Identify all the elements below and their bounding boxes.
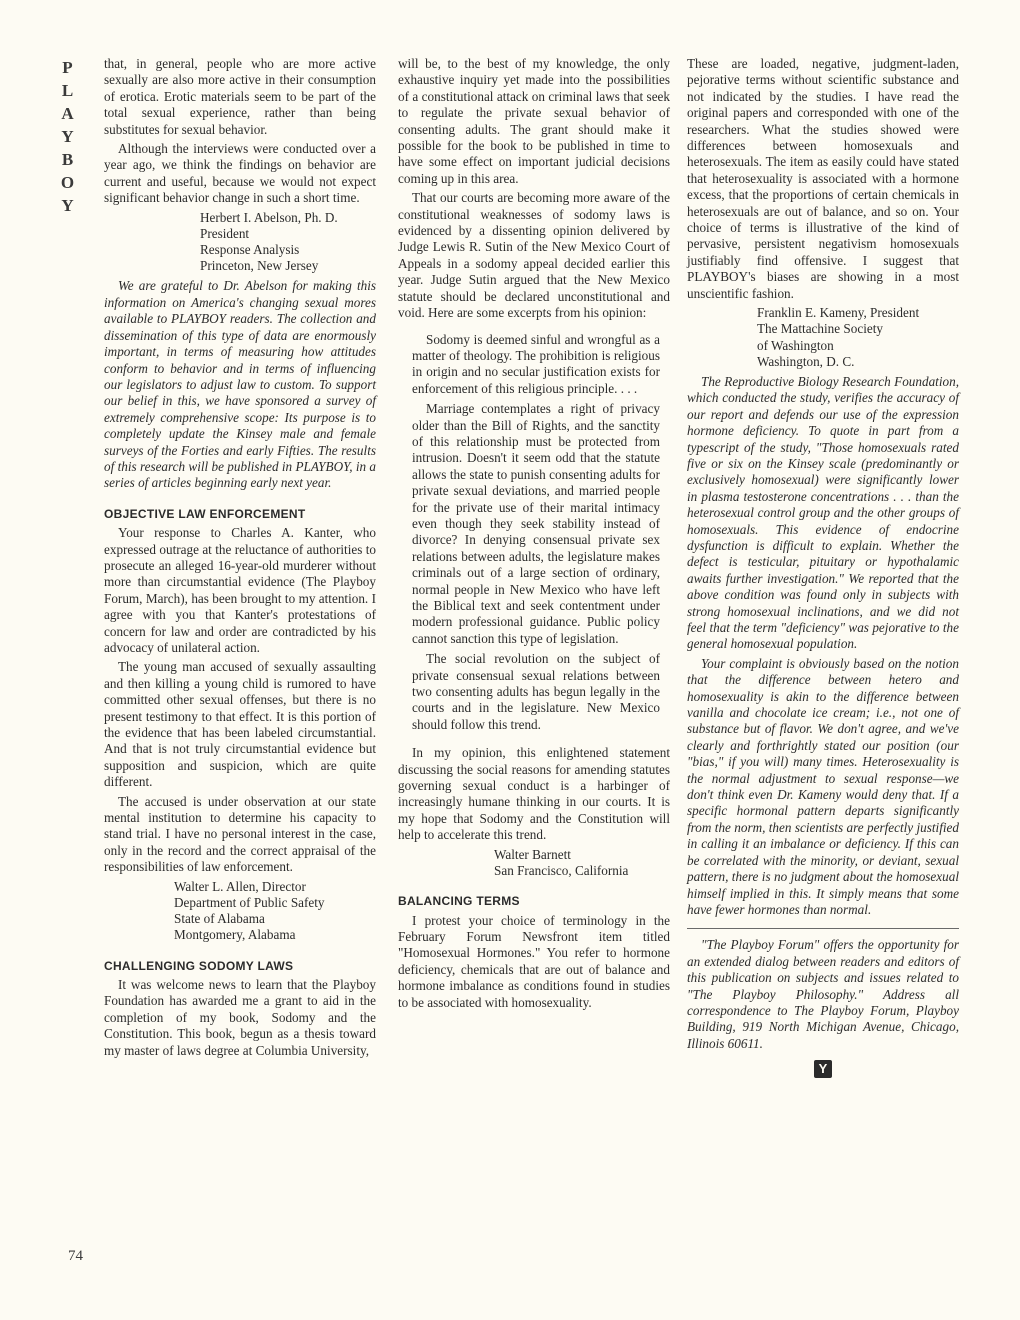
brand-letter: A [61,104,75,123]
signature-line: Response Analysis [200,242,300,258]
signature-line: Montgomery, Alabama [174,927,296,943]
paragraph: Although the interviews were conducted over a year ago, we think the findings on behavior are current and useful, because we would not expect significant behavior change in such a short time. [104,141,376,206]
editor-reply: Your complaint is obviously based on the notion that the difference between hetero and homosexuality is akin to the difference between vanilla and chocolate ice cream; i.e., not one of substance but of flavor. We don't agree, and we've clearly and forthrightly stated our position (our "bias," if you will) many times. Heterosexuality is the normal adjustment to sexual response—we don't think even Dr. Kameny would deny that. If a specific hormonal pattern departs significantly from the norm, then scientists are perfectly justified in calling it an imbalance or deficiency. If this can be correlated with the minority, or deviant, sexual pattern, there is no judgment about the homosexual himself implied in this. It simply means that some have fewer hormones than normal. [687,655,959,917]
signature-line: Department of Public Safety [174,894,325,910]
column-3 [687,56,959,1078]
paragraph: It was welcome news to learn that the Playboy Foundation has awarded me a grant to aid in the completion of my book, Sodomy and the Constitution. This book, begun as a thesis toward my master of laws degree at Columbia University, [104,976,376,1058]
quote-paragraph: The social revolution on the subject of private consensual sexual relations between two consenting adults has begun legally in the courts and in the legislature. New Mexico should follow this trend. [412,651,660,732]
paragraph: In my opinion, this enlightened statement discussing the social reasons for amending statutes governing sexual conduct is a harbinger of increasingly humane thinking in our courts. It is my hope that Sodomy and the Constitution will help to accelerate this trend. [398,745,670,843]
signature-line: Walter L. Allen, Director [174,878,306,894]
editor-reply: The Reproductive Biology Research Foundation, which conducted the study, verifies the accuracy of our report and defends our use of the expression hormone deficiency. To quote in part from a typescript of the study, "Those homosexuals rated five or six on the Kinsey scale (predominantly or exclusively homosexual) were significantly lower in plasma testosterone concentrations . . . than the heterosexual control group and the other groups of homosexuals. This evidence of endocrine dysfunction is difficult to explain. Whether the defect is testicular, pituitary or hypothalamic awaits further investigation." We reported that the above condition was found only in subjects with strong homosexual inclinations, and we did not feel that the term "deficiency" was pejorative to the general homosexual population. [687,373,959,652]
quote-paragraph: Sodomy is deemed sinful and wrongful as a matter of theology. The prohibition is religious in origin and no secular justification exists for enforcement of this religious principle. . . . [412,331,660,396]
signature-line: Walter Barnett [494,846,571,862]
signature-line: President [200,225,250,241]
signature-line: of Washington [757,337,834,353]
signature-line: Princeton, New Jersey [200,258,319,274]
signature-block [687,305,959,370]
signature-line: Washington, D. C. [757,353,855,369]
brand-letter: L [61,81,75,100]
section-heading: CHALLENGING SODOMY LAWS [104,958,294,973]
forum-note [687,937,959,1052]
column-2 [398,56,670,1014]
end-mark-icon: Y [814,1060,832,1078]
brand-letter: B [61,150,75,169]
signature-block [104,879,376,944]
signature-line: Franklin E. Kameny, President [757,305,920,321]
paragraph: Your response to Charles A. Kanter, who expressed outrage at the reluctance of authorities to prosecute an alleged 16-year-old murderer without more than circumstantial evidence (The Playboy Forum, March), has been brought to my attention. I agree with you that Kanter's protestations of concern for law and order are contradicted by his advocacy of unilateral action. [104,525,376,655]
signature-line: The Mattachine Society [757,321,883,337]
magazine-brand [56,56,80,217]
block-quote [412,332,660,734]
page-number: 74 [68,1248,83,1264]
paragraph: That our courts are becoming more aware of the constitutional weaknesses of sodomy laws is evidenced by a dissenting opinion delivered by Judge Lewis R. Sutin of the New Mexico Court of Appeals in a sodomy appeal decided earlier this year. Judge Sutin argued that the New Mexico statute should be declared unconstitutional and void. Here are some excerpts from his opinion: [398,190,670,321]
brand-letter: Y [61,196,75,215]
forum-note-text: "The Playboy Forum" offers the opportunity for an extended dialog between readers and editors of this publication on subjects and issues related to "The Playboy Philosophy." Address all correspondence to The Playboy Forum, Playboy Building, 919 North Michigan Avenue, Chicago, Illinois 60611. [687,937,959,1051]
signature-line: State of Alabama [174,911,265,927]
divider [687,928,959,929]
brand-letter: O [60,173,76,192]
signature-line: San Francisco, California [494,862,629,878]
paragraph: The accused is under observation at our state mental institution to determine his capacity to stand trial. I have no personal interest in the case, only in the record and the correct appraisal of the responsibilities of law enforcement. [104,793,376,875]
section-heading: BALANCING TERMS [398,894,520,909]
section-heading: OBJECTIVE LAW ENFORCEMENT [104,506,306,521]
brand-letter: Y [61,127,75,146]
paragraph: The young man accused of sexually assaulting and then killing a young child is rumored to have committed other sexual offenses, but there is no present testimony to that effect. It is this portion of the evidence that has been labeled circumstantial. And that is not truly circumstantial evidence but supposition and suspicion, which are quite different. [104,659,376,790]
signature-block [104,210,376,275]
column-1 [104,56,376,1062]
quote-paragraph: Marriage contemplates a right of privacy older than the Bill of Rights, and the sanctity of this relationship must be protected from intrusion. Doesn't it seem odd that the statute allows the state to punish consenting adults for private sexual deviations, and married people for the private use of their marital intimacy even though they seek stability instead of divorce? In denying consensual private sex relations between adults, the legislature makes criminals out of a large section of ordinary, normal people in New Mexico who have left the Biblical text and seek contentment under modern professional guidance. Public policy cannot sanction this type of legislation. [412,401,660,646]
signature-block [398,847,670,879]
paragraph: that, in general, people who are more active sexually are also more active in their consumption of erotica. Erotic materials seem to be part of the total sexual experience, rather than being substitutes for sexual behavior. [104,56,376,137]
paragraph: These are loaded, negative, judgment-laden, pejorative terms without scientific substance and not indicated by the studies. I have read the original papers and corresponded with one of the researchers. What the studies showed were differences between homosexuals and heterosexuals. The item as easily could have stated that heterosexuality is associated with a hormone excess, that the proportions of certain chemicals in heterosexuals are out of balance, and so on. Your choice of terms is illustrative of the kind of pervasive, persistent negativism homosexuals justifiably find offensive. I suggest that PLAYBOY's biases are showing in a most unscientific fashion. [687,56,959,301]
paragraph: will be, to the best of my knowledge, the only exhaustive inquiry yet made into the possibilities of a constitutional attack on criminal laws that seek to regulate the private sexual behavior of consenting adults. The grant should make it possible for the book to be published in time to have some effect on important judicial decisions coming up in this area. [398,56,670,186]
brand-letter: P [62,58,74,77]
paragraph: I protest your choice of terminology in the February Forum Newsfront item titled "Homosexual Hormones." You refer to hormone deficiency, chemicals that are out of balance and hormone imbalance as conditions found in studies to be associated with homosexuality. [398,912,670,1010]
editor-reply: We are grateful to Dr. Abelson for making this information on America's changing sexual mores available to PLAYBOY readers. The collection and dissemination of this type of data are enormously important, in terms of measuring how attitudes conform to behavior and in terms of influencing our legislators to adjust law to custom. To support our belief in this, we have sponsored a survey of extremely comprehensive scope: Its purpose is to completely update the Kinsey male and female surveys of the Forties and early Fifties. The results of this research will be published in PLAYBOY, in a series of articles beginning early next year. [104,278,376,491]
signature-line: Herbert I. Abelson, Ph. D. [200,209,338,225]
